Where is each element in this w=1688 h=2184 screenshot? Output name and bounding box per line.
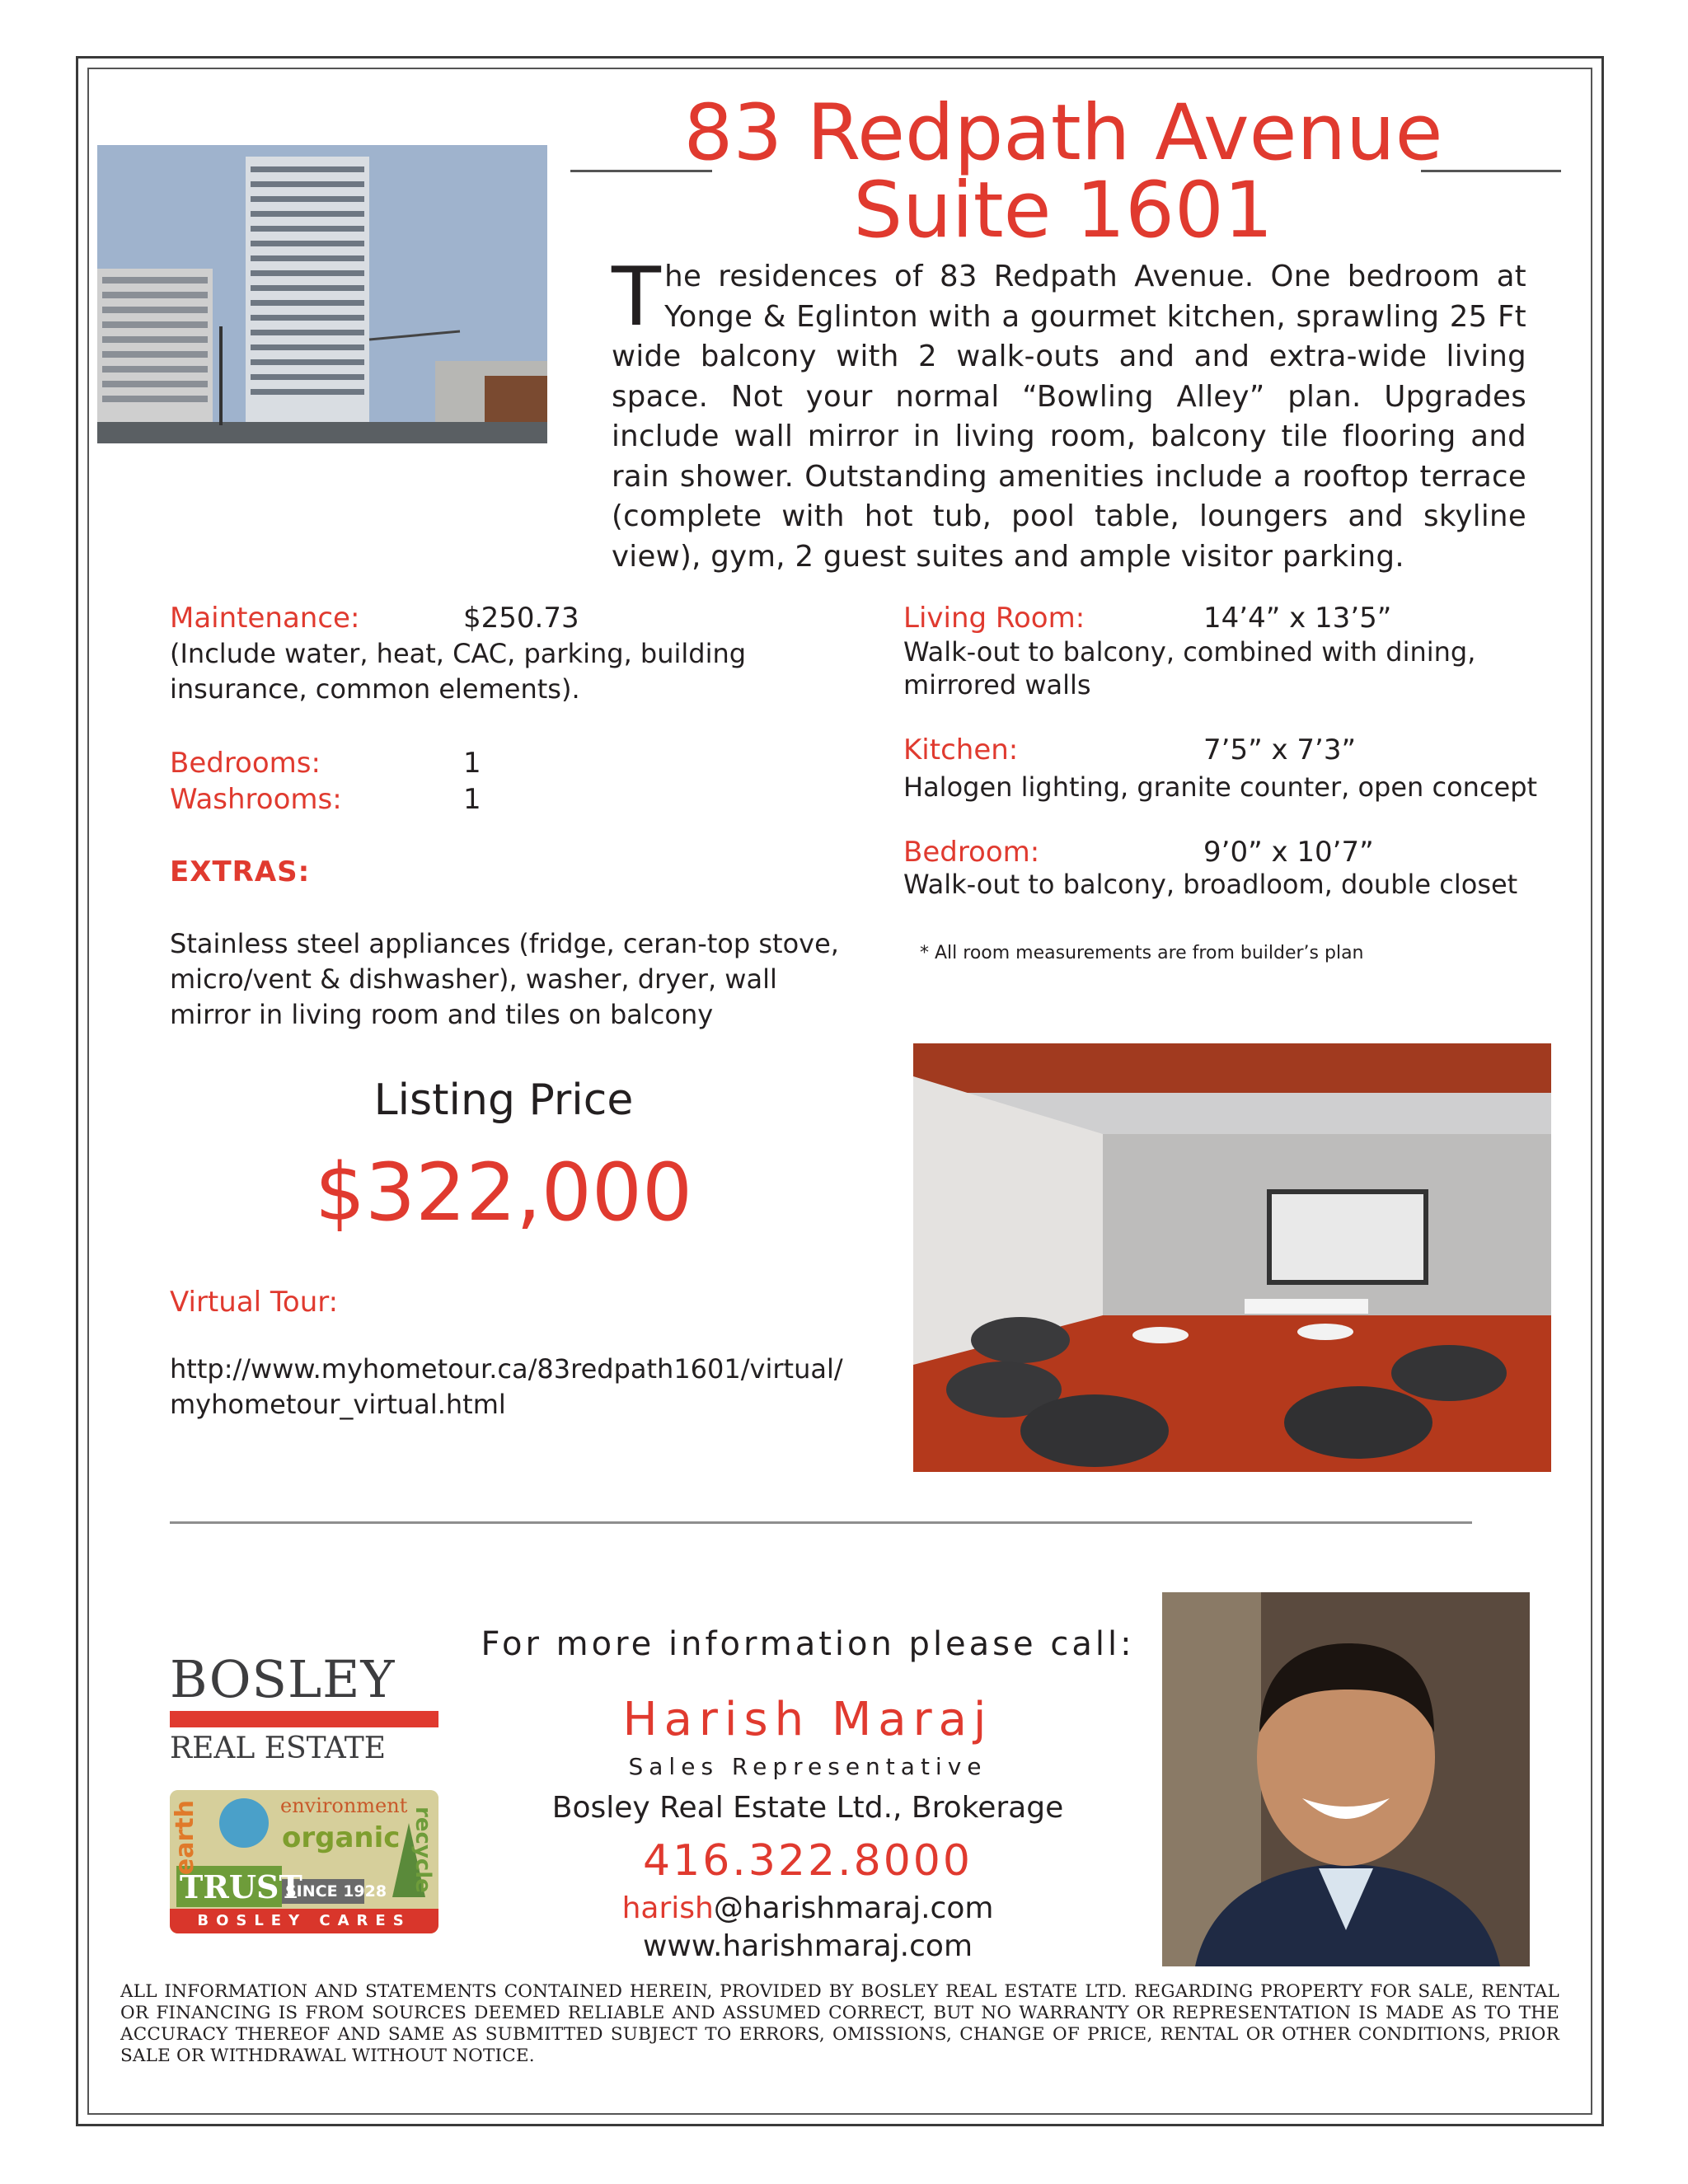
maintenance-value: $250.73 [463,602,579,635]
agent-email-user: harish [621,1891,714,1925]
room-living-label: Living Room: [903,602,1085,635]
bosley-logo-sub: REAL ESTATE [170,1732,387,1765]
cares-environment: environment [280,1794,408,1817]
agent-role: Sales Representative [628,1753,987,1780]
bedrooms-value: 1 [463,747,481,780]
cares-organic: organic [282,1821,401,1854]
section-divider [170,1521,1472,1524]
extras-label: EXTRAS: [170,855,311,888]
room-kitchen-label: Kitchen: [903,733,1019,766]
extras-line-3: mirror in living room and tiles on balcony [170,999,714,1030]
cares-earth: earth [171,1800,199,1876]
bosley-logo-word: BOSLEY [170,1649,396,1709]
room-living-desc-1: Walk-out to balcony, combined with dining, [903,636,1476,668]
listing-price-label: Listing Price [373,1076,634,1125]
washrooms-value: 1 [463,783,481,816]
agent-phone[interactable]: 416.322.8000 [643,1836,973,1886]
legal-disclaimer: ALL INFORMATION AND STATEMENTS CONTAINED HEREIN, PROVIDED BY BOSLEY REAL ESTATE LTD. REGARDING PROPERTY FOR SALE, RENTAL OR FINANCING IS FROM SOURCES DEEMED RELIABLE AND ASSUMED CORRECT, BUT NO WARRANTY OR REPRESENTATION IS MADE AS TO THE ACCURACY THEREOF AND SAME AS SUBMITTED SUBJECT TO ERRORS, OMISSIONS, CHANGE OF PRICE, RENTAL OR OTHER CONDITIONS, PRIOR SALE OR WITHDRAWAL WITHOUT NOTICE. [120,1981,1559,2066]
extras-line-2: micro/vent & dishwasher), washer, dryer, wall [170,963,777,995]
intro-text: he residences of 83 Redpath Avenue. One bedroom at Yonge & Eglinton with a gourmet kitchen, sprawling 25 Ft wide balcony with 2 walk-outs and and extra-wide living space. Not your normal “Bowling Alley” plan. Upgrades include wall mirror in living room, balcony tile flooring and rain shower. Outstanding amenities include a rooftop terrace (complete with hot tub, pool table, loungers and skyline view), gym, 2 guest suites and ample visitor parking. [612,260,1526,574]
cares-recycle: recycle [410,1807,435,1893]
cares-since: SINCE 1928 [285,1882,387,1900]
room-bedroom-desc-1: Walk-out to balcony, broadloom, double closet [903,869,1518,900]
agent-email-domain: @harishmaraj.com [713,1891,994,1925]
bosley-cares-badge [170,1790,438,1933]
room-kitchen-desc-1: Halogen lighting, granite counter, open concept [903,771,1538,803]
contact-heading: For more information please call: [481,1625,1135,1663]
room-bedroom-label: Bedroom: [903,836,1040,869]
virtual-tour-url-line-2[interactable]: myhometour_virtual.html [170,1389,506,1420]
bosley-logo-bar [170,1711,438,1727]
room-living-desc-2: mirrored walls [903,669,1091,701]
cares-footer: BOSLEY CARES [197,1912,411,1929]
maintenance-label: Maintenance: [170,602,360,635]
intro-paragraph [612,251,1526,577]
washrooms-label: Washrooms: [170,783,342,816]
room-bedroom-size: 9’0” x 10’7” [1203,836,1374,869]
bedrooms-label: Bedrooms: [170,747,321,780]
rooms-footnote: * All room measurements are from builder’s plan [920,943,1364,963]
theater-room-photo [913,1043,1551,1472]
cares-trust: TRUST [180,1868,302,1905]
suite-line: Suite 1601 [853,166,1273,255]
bosley-logo [170,1649,438,1767]
intro-dropcap: T [612,251,662,344]
address-line-1: 83 Redpath Avenue [683,88,1443,178]
virtual-tour-url-line-1[interactable]: http://www.myhometour.ca/83redpath1601/virtual/ [170,1353,843,1385]
agent-email[interactable] [478,1891,1137,1927]
listing-price-value: $322,000 [314,1146,693,1239]
agent-website[interactable]: www.harishmaraj.com [642,1929,973,1963]
maintenance-note-2: insurance, common elements). [170,673,580,705]
building-photo [97,145,547,443]
extras-line-1: Stainless steel appliances (fridge, ceran-top stove, [170,928,839,959]
agent-company: Bosley Real Estate Ltd., Brokerage [551,1791,1064,1825]
virtual-tour-label: Virtual Tour: [170,1286,339,1319]
maintenance-note-1: (Include water, heat, CAC, parking, building [170,638,747,669]
agent-photo [1162,1592,1530,1966]
room-living-size: 14’4” x 13’5” [1203,602,1392,635]
room-kitchen-size: 7’5” x 7’3” [1203,733,1357,766]
agent-name: Harish Maraj [622,1693,993,1746]
